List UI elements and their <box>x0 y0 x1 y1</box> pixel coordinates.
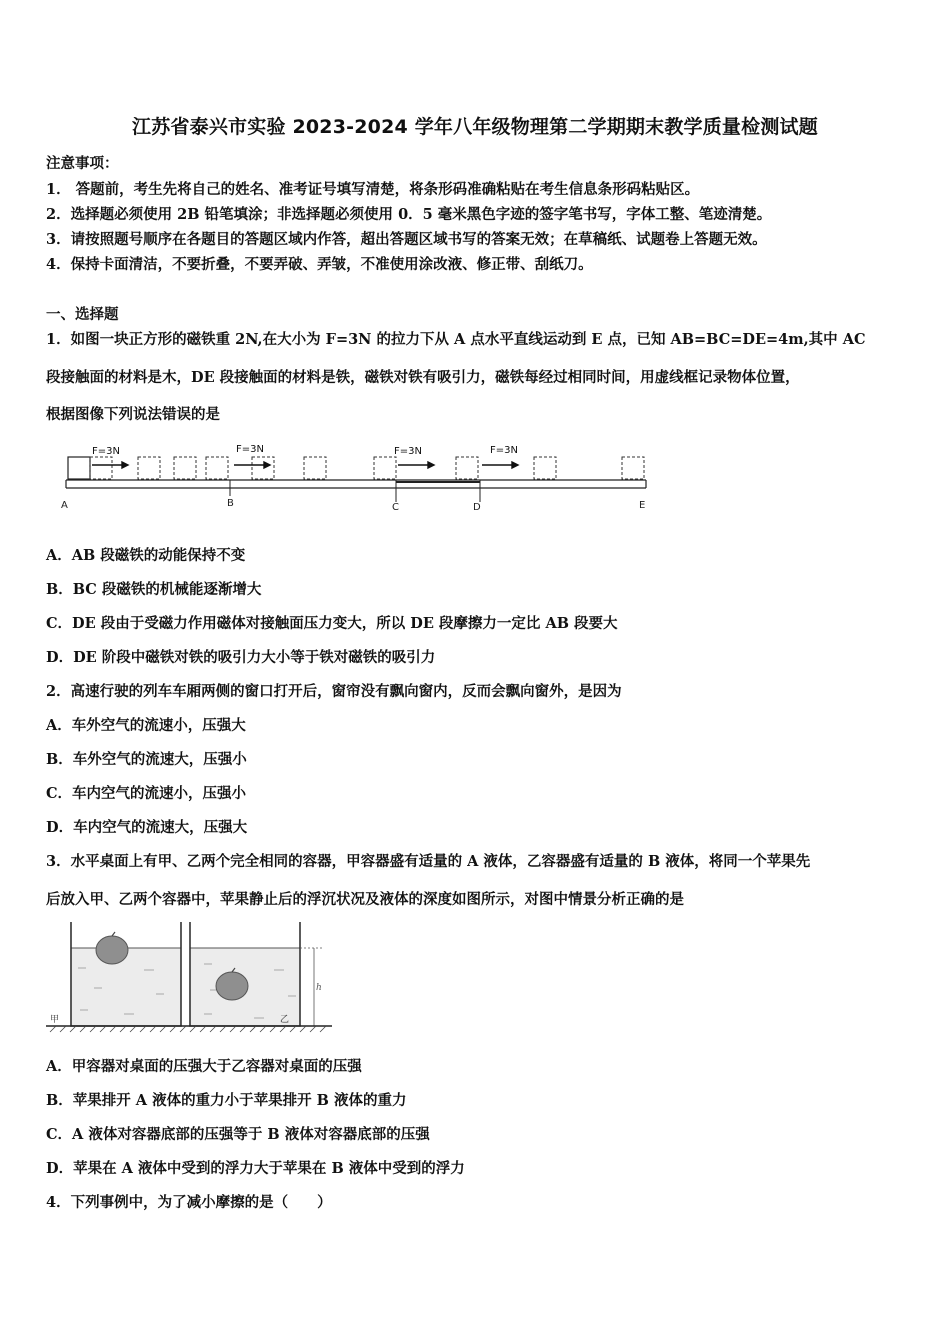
notice-heading: 注意事项： <box>46 155 119 172</box>
point-label-b: B <box>227 498 234 509</box>
q2-stem: 2．高速行驶的列车车厢两侧的窗口打开后，窗帘没有飘向窗内，反而会飘向窗外，是因为 <box>46 683 622 700</box>
depth-label: h <box>316 983 322 993</box>
q4-stem: 4．下列事例中，为了减小摩擦的是（ ） <box>46 1194 332 1211</box>
point-label-e: E <box>639 500 646 511</box>
point-label-c: C <box>392 502 399 513</box>
dashed-position-boxes <box>90 457 644 479</box>
magnet-block <box>68 457 90 479</box>
q1-motion-figure <box>56 440 666 520</box>
q1-stem-line-3: 根据图像下列说法错误的是 <box>46 406 220 423</box>
q1-stem-line-1: 1．如图一块正方形的磁铁重 2N,在大小为 F=3N 的拉力下从 A 点水平直线运动到 E 点，已知 AB=BC=DE=4m,其中 AC <box>46 331 866 348</box>
q3-option-c: C．A 液体对容器底部的压强等于 B 液体对容器底部的压强 <box>46 1126 430 1143</box>
q3-option-b: B．苹果排开 A 液体的重力小于苹果排开 B 液体的重力 <box>46 1092 407 1109</box>
apple-in-b <box>216 972 248 1000</box>
q2-option-c: C．车内空气的流速小，压强小 <box>46 785 247 802</box>
q2-option-d: D．车内空气的流速大，压强大 <box>46 819 248 836</box>
apple-in-a <box>96 936 128 964</box>
notice-item-2: 2．选择题必须使用 2B 铅笔填涂；非选择题必须使用 0．5 毫米黑色字迹的签字笔书写，字体工整、笔迹清楚。 <box>46 206 772 223</box>
q1-option-b: B．BC 段磁铁的机械能逐渐增大 <box>46 581 262 598</box>
container-label-yi: 乙 <box>280 1015 290 1025</box>
notice-item-1: 1． 答题前，考生先将自己的姓名、准考证号填写清楚，将条形码准确粘贴在考生信息条形码粘贴区。 <box>46 181 700 198</box>
force-label: F=3N <box>490 445 518 456</box>
container-label-jia: 甲 <box>50 1015 60 1025</box>
force-label: F=3N <box>236 444 264 455</box>
force-label: F=3N <box>92 446 120 457</box>
q3-stem-line-1: 3．水平桌面上有甲、乙两个完全相同的容器，甲容器盛有适量的 A 液体，乙容器盛有适量的 B 液体，将同一个苹果先 <box>46 853 811 870</box>
q3-stem-line-2: 后放入甲、乙两个容器中，苹果静止后的浮沉状况及液体的深度如图所示，对图中情景分析正确的是 <box>46 891 684 908</box>
q3-option-d: D．苹果在 A 液体中受到的浮力大于苹果在 B 液体中受到的浮力 <box>46 1160 465 1177</box>
q2-option-b: B．车外空气的流速大，压强小 <box>46 751 247 768</box>
q1-option-a: A．AB 段磁铁的动能保持不变 <box>46 547 246 564</box>
point-label-d: D <box>473 502 481 513</box>
q1-option-c: C．DE 段由于受磁力作用磁体对接触面压力变大，所以 DE 段摩擦力一定比 AB 段要大 <box>46 615 618 632</box>
section-heading: 一、选择题 <box>46 306 119 323</box>
force-arrows <box>92 462 518 468</box>
q3-containers-figure <box>44 918 334 1036</box>
q1-stem-line-2: 段接触面的材料是木，DE 段接触面的材料是铁，磁铁对铁有吸引力，磁铁每经过相同时间，用虚线框记录物体位置， <box>46 369 800 386</box>
force-label: F=3N <box>394 446 422 457</box>
point-label-a: A <box>61 500 68 511</box>
q1-option-d: D．DE 阶段中磁铁对铁的吸引力大小等于铁对磁铁的吸引力 <box>46 649 436 666</box>
page-title: 江苏省泰兴市实验 2023-2024 学年八年级物理第二学期期末教学质量检测试题 <box>132 116 818 138</box>
notice-item-3: 3．请按照题号顺序在各题目的答题区域内作答，超出答题区域书写的答案无效；在草稿纸、试题卷上答题无效。 <box>46 231 767 248</box>
notice-item-4: 4．保持卡面清洁，不要折叠，不要弄破、弄皱，不准使用涂改液、修正带、刮纸刀。 <box>46 256 593 273</box>
q2-option-a: A．车外空气的流速小，压强大 <box>46 717 246 734</box>
q3-option-a: A．甲容器对桌面的压强大于乙容器对桌面的压强 <box>46 1058 362 1075</box>
